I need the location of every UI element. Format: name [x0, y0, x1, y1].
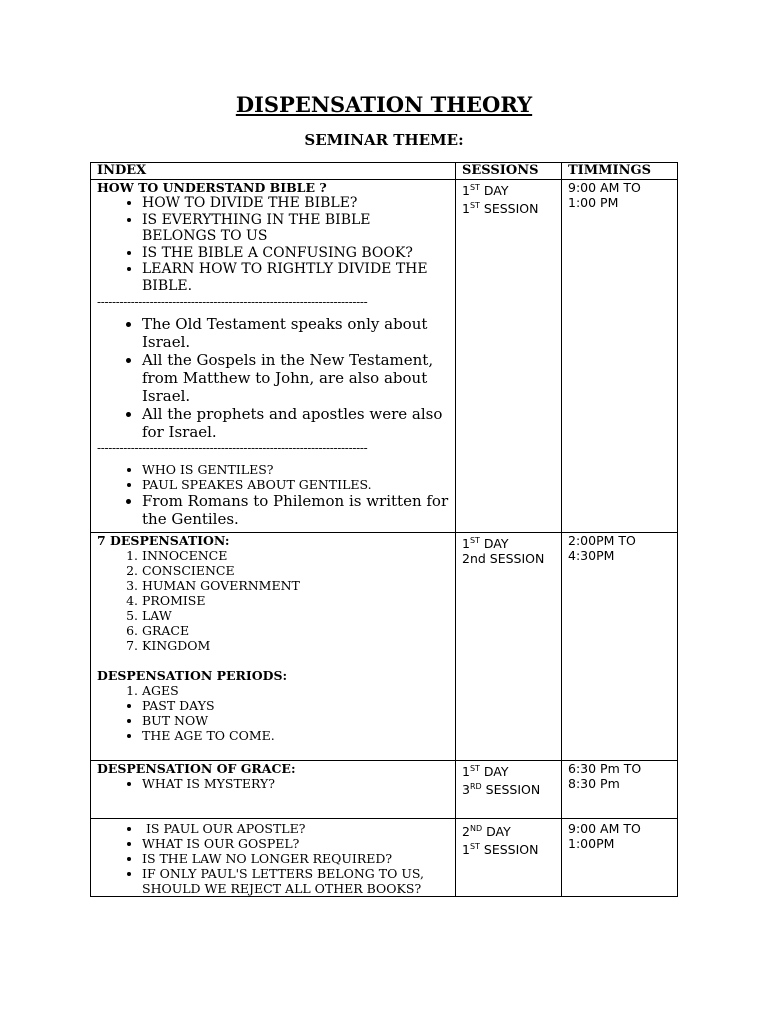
session-day: 1ST DAY	[462, 764, 509, 780]
topic-list	[97, 821, 449, 896]
list-item: 4. PROMISE	[142, 593, 449, 608]
list-item: 7. KINGDOM	[142, 638, 449, 653]
list-item: • All the prophets and apostles were also for Israel.	[142, 405, 449, 441]
index-cell	[91, 819, 456, 897]
time-end: 8:30 Pm	[568, 776, 620, 791]
list-item: 5. LAW	[142, 608, 449, 623]
timing-cell	[562, 761, 678, 819]
seminar-theme: SEMINAR THEME:	[304, 131, 464, 149]
list-item: 2. CONSCIENCE	[142, 563, 449, 578]
index-cell	[91, 761, 456, 819]
index-cell	[91, 180, 456, 533]
topic-list	[97, 776, 449, 791]
list-item: • IS PAUL OUR APOSTLE?	[142, 821, 449, 836]
list-item: • IS THE BIBLE A CONFUSING BOOK?	[142, 245, 449, 262]
list-item: • WHAT IS MYSTERY?	[142, 776, 449, 791]
time-end: 1:00PM	[568, 836, 615, 851]
section-heading: DESPENSATION OF GRACE:	[97, 761, 296, 776]
time-start: 9:00 AM TO	[568, 821, 641, 836]
header-row	[91, 163, 678, 180]
dispensation-list	[97, 548, 449, 653]
period-list	[97, 698, 449, 743]
table-row	[91, 533, 678, 761]
time-end: 1:00 PM	[568, 195, 619, 210]
topic-list	[97, 492, 449, 528]
list-item: • WHAT IS OUR GOSPEL?	[142, 836, 449, 851]
time-start: 6:30 Pm TO	[568, 761, 642, 776]
dashed-divider: ------------------------------------------------------------------------	[97, 441, 368, 455]
session-number: 3RD SESSION	[462, 782, 541, 798]
timing-cell	[562, 819, 678, 897]
list-item: • From Romans to Philemon is written for the Gentiles.	[142, 492, 449, 528]
list-item: • All the Gospels in the New Testament, from Matthew to John, are also about Israel.	[142, 351, 449, 405]
table-row	[91, 180, 678, 533]
schedule-table	[90, 162, 678, 897]
list-item: • WHO IS GENTILES?	[142, 462, 449, 477]
session-number: 1ST SESSION	[462, 842, 539, 858]
table-row	[91, 761, 678, 819]
topic-list	[97, 195, 449, 294]
list-item: • PAUL SPEAKES ABOUT GENTILES.	[142, 477, 449, 492]
session-day: 1ST DAY	[462, 536, 509, 552]
index-cell	[91, 533, 456, 761]
list-item: • IF ONLY PAUL'S LETTERS BELONG TO US, SHOULD WE REJECT ALL OTHER BOOKS?	[142, 866, 449, 896]
list-item: • IS THE LAW NO LONGER REQUIRED?	[142, 851, 449, 866]
session-number: 1ST SESSION	[462, 201, 539, 217]
time-start: 9:00 AM TO	[568, 180, 641, 195]
list-item: • THE AGE TO COME.	[142, 728, 449, 743]
header-index: INDEX	[91, 163, 456, 180]
period-list	[97, 683, 449, 698]
session-cell	[456, 533, 562, 761]
header-timings: TIMMINGS	[562, 163, 678, 180]
list-item: • PAST DAYS	[142, 698, 449, 713]
timing-cell	[562, 180, 678, 533]
session-day: 1ST DAY	[462, 183, 509, 199]
list-item: 1. INNOCENCE	[142, 548, 449, 563]
session-cell	[456, 819, 562, 897]
session-number: 2nd SESSION	[462, 551, 545, 567]
header-sessions: SESSIONS	[456, 163, 562, 180]
time-start: 2:00PM TO	[568, 533, 636, 548]
list-item: 3. HUMAN GOVERNMENT	[142, 578, 449, 593]
session-cell	[456, 761, 562, 819]
list-item: • HOW TO DIVIDE THE BIBLE?	[142, 195, 449, 212]
dashed-divider: ------------------------------------------------------------------------	[97, 295, 368, 309]
list-item: • IS EVERYTHING IN THE BIBLE BELONGS TO US	[142, 212, 449, 245]
list-item: • The Old Testament speaks only about Israel.	[142, 315, 449, 351]
list-item: 6. GRACE	[142, 623, 449, 638]
section-heading: HOW TO UNDERSTAND BIBLE ?	[97, 180, 327, 195]
list-item: 1. AGES	[142, 683, 449, 698]
topic-list	[97, 315, 449, 441]
section-heading: DESPENSATION PERIODS:	[97, 668, 288, 683]
timing-cell	[562, 533, 678, 761]
list-item: • BUT NOW	[142, 713, 449, 728]
session-cell	[456, 180, 562, 533]
list-item: • LEARN HOW TO RIGHTLY DIVIDE THE BIBLE.	[142, 261, 449, 294]
time-end: 4:30PM	[568, 548, 615, 563]
page-title: DISPENSATION THEORY	[235, 92, 533, 117]
section-heading: 7 DESPENSATION:	[97, 533, 230, 548]
topic-list	[97, 462, 449, 492]
table-row	[91, 819, 678, 897]
session-day: 2ND DAY	[462, 824, 511, 840]
